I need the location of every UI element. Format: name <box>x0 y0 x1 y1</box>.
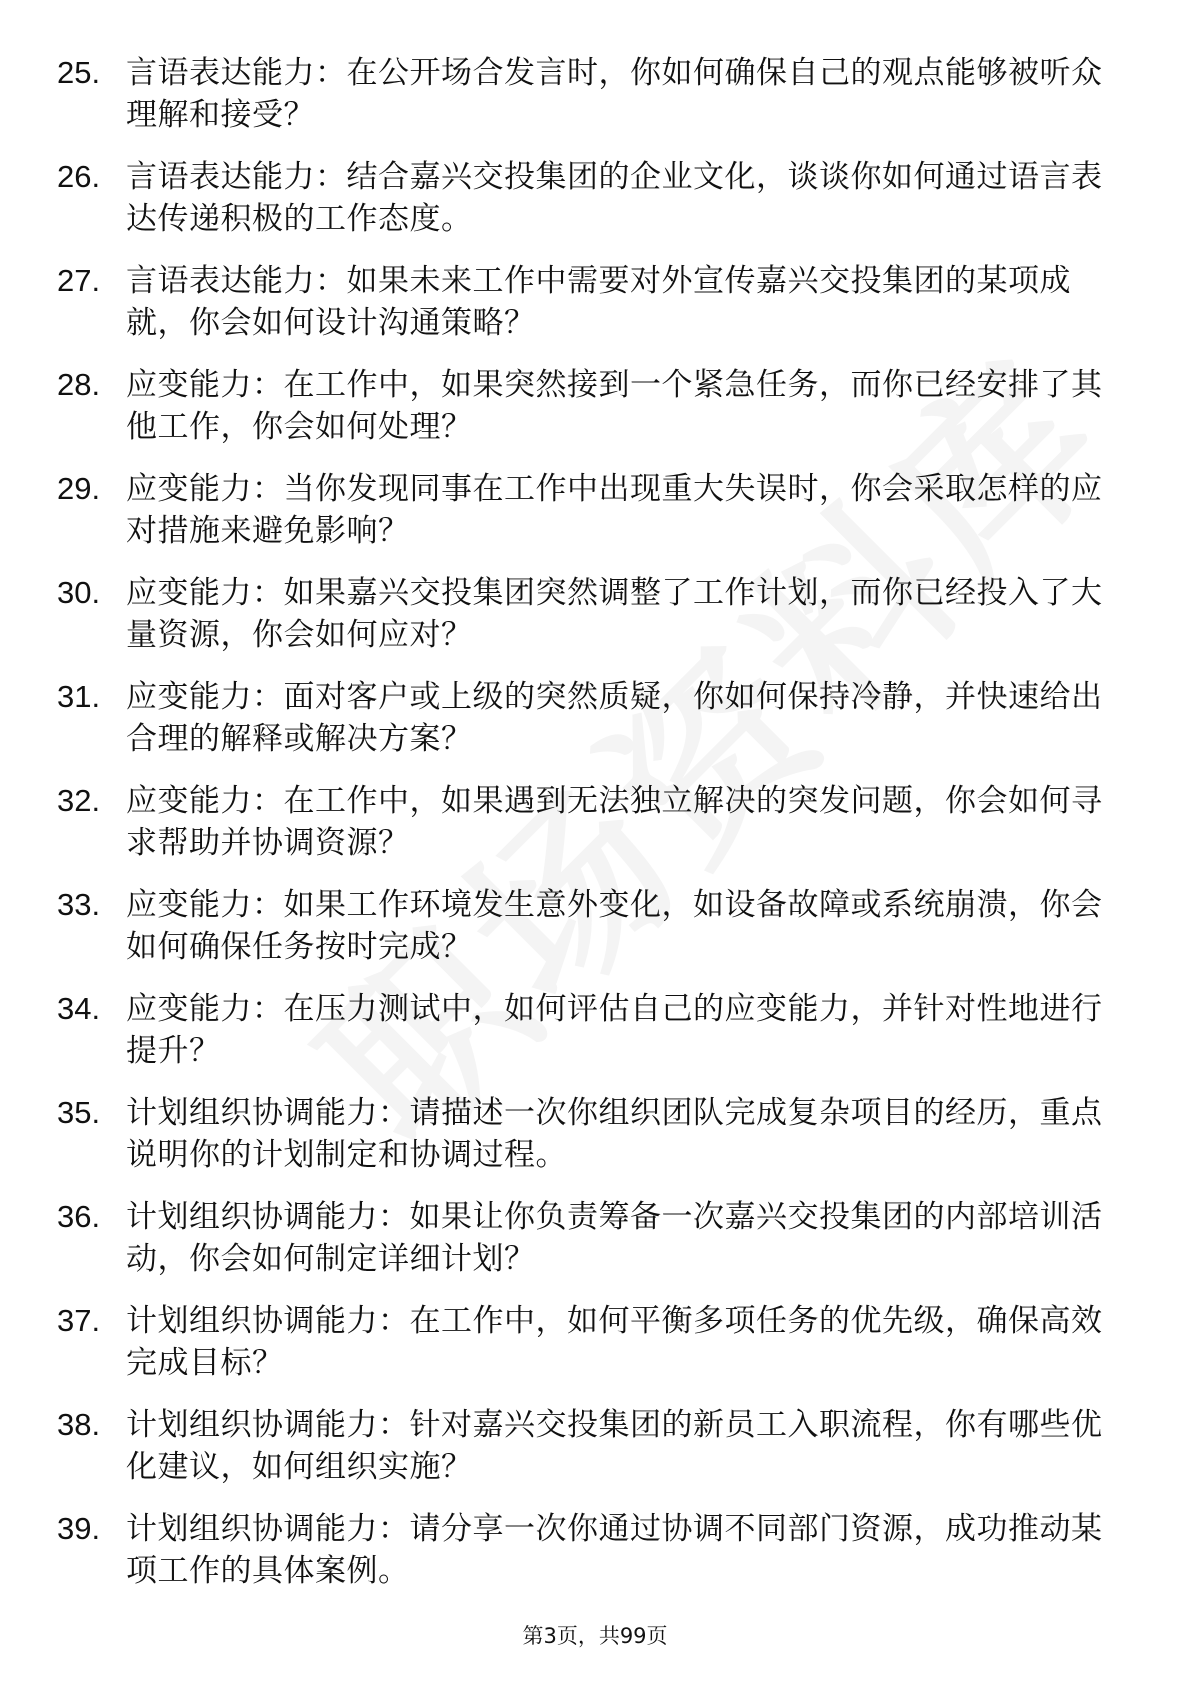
question-item-27 <box>0 260 1190 364</box>
question-number: 37. <box>57 1303 101 1338</box>
question-item-39 <box>0 1508 1190 1612</box>
question-number: 27. <box>57 263 101 298</box>
question-item-31 <box>0 676 1190 780</box>
question-text: 计划组织协调能力：针对嘉兴交投集团的新员工入职流程，你有哪些优化建议，如何组织实施？ <box>126 1407 1103 1485</box>
question-number: 29. <box>57 471 101 506</box>
question-number: 26. <box>57 159 101 194</box>
question-text: 言语表达能力：如果未来工作中需要对外宣传嘉兴交投集团的某项成就，你会如何设计沟通策略？ <box>126 263 1071 341</box>
question-item-36 <box>0 1196 1190 1300</box>
question-text: 应变能力：如果嘉兴交投集团突然调整了工作计划，而你已经投入了大量资源，你会如何应对？ <box>126 575 1103 653</box>
question-list <box>0 52 1190 1612</box>
question-item-30 <box>0 572 1190 676</box>
question-item-32 <box>0 780 1190 884</box>
question-number: 30. <box>57 575 101 610</box>
question-number: 39. <box>57 1511 101 1546</box>
question-text: 应变能力：如果工作环境发生意外变化，如设备故障或系统崩溃，你会如何确保任务按时完成？ <box>126 887 1103 965</box>
question-number: 31. <box>57 679 101 714</box>
question-item-29 <box>0 468 1190 572</box>
question-number: 36. <box>57 1199 101 1234</box>
question-text: 应变能力：面对客户或上级的突然质疑，你如何保持冷静，并快速给出合理的解释或解决方案？ <box>126 679 1103 757</box>
question-text: 应变能力：在工作中，如果遇到无法独立解决的突发问题，你会如何寻求帮助并协调资源？ <box>126 783 1103 861</box>
question-item-34 <box>0 988 1190 1092</box>
question-item-38 <box>0 1404 1190 1508</box>
question-item-28 <box>0 364 1190 468</box>
question-text: 应变能力：在工作中，如果突然接到一个紧急任务，而你已经安排了其他工作，你会如何处理？ <box>126 367 1103 445</box>
question-item-37 <box>0 1300 1190 1404</box>
question-text: 计划组织协调能力：请分享一次你通过协调不同部门资源，成功推动某项工作的具体案例。 <box>126 1511 1103 1589</box>
page-footer: 第3页，共99页 <box>522 1624 668 1648</box>
question-item-25 <box>0 52 1190 156</box>
question-number: 33. <box>57 887 101 922</box>
question-text: 计划组织协调能力：如果让你负责筹备一次嘉兴交投集团的内部培训活动，你会如何制定详细计划？ <box>126 1199 1103 1277</box>
question-number: 25. <box>57 55 101 90</box>
question-number: 34. <box>57 991 101 1026</box>
question-item-33 <box>0 884 1190 988</box>
question-text: 言语表达能力：结合嘉兴交投集团的企业文化，谈谈你如何通过语言表达传递积极的工作态度。 <box>126 159 1103 237</box>
question-number: 28. <box>57 367 101 402</box>
question-text: 应变能力：当你发现同事在工作中出现重大失误时，你会采取怎样的应对措施来避免影响？ <box>126 471 1103 549</box>
question-text: 计划组织协调能力：在工作中，如何平衡多项任务的优先级，确保高效完成目标？ <box>126 1303 1103 1381</box>
question-number: 32. <box>57 783 101 818</box>
question-text: 言语表达能力：在公开场合发言时，你如何确保自己的观点能够被听众理解和接受？ <box>126 55 1103 133</box>
question-item-26 <box>0 156 1190 260</box>
question-number: 35. <box>57 1095 101 1130</box>
question-number: 38. <box>57 1407 101 1442</box>
question-item-35 <box>0 1092 1190 1196</box>
question-text: 应变能力：在压力测试中，如何评估自己的应变能力，并针对性地进行提升？ <box>126 991 1103 1069</box>
question-text: 计划组织协调能力：请描述一次你组织团队完成复杂项目的经历，重点说明你的计划制定和协调过程。 <box>126 1095 1103 1173</box>
